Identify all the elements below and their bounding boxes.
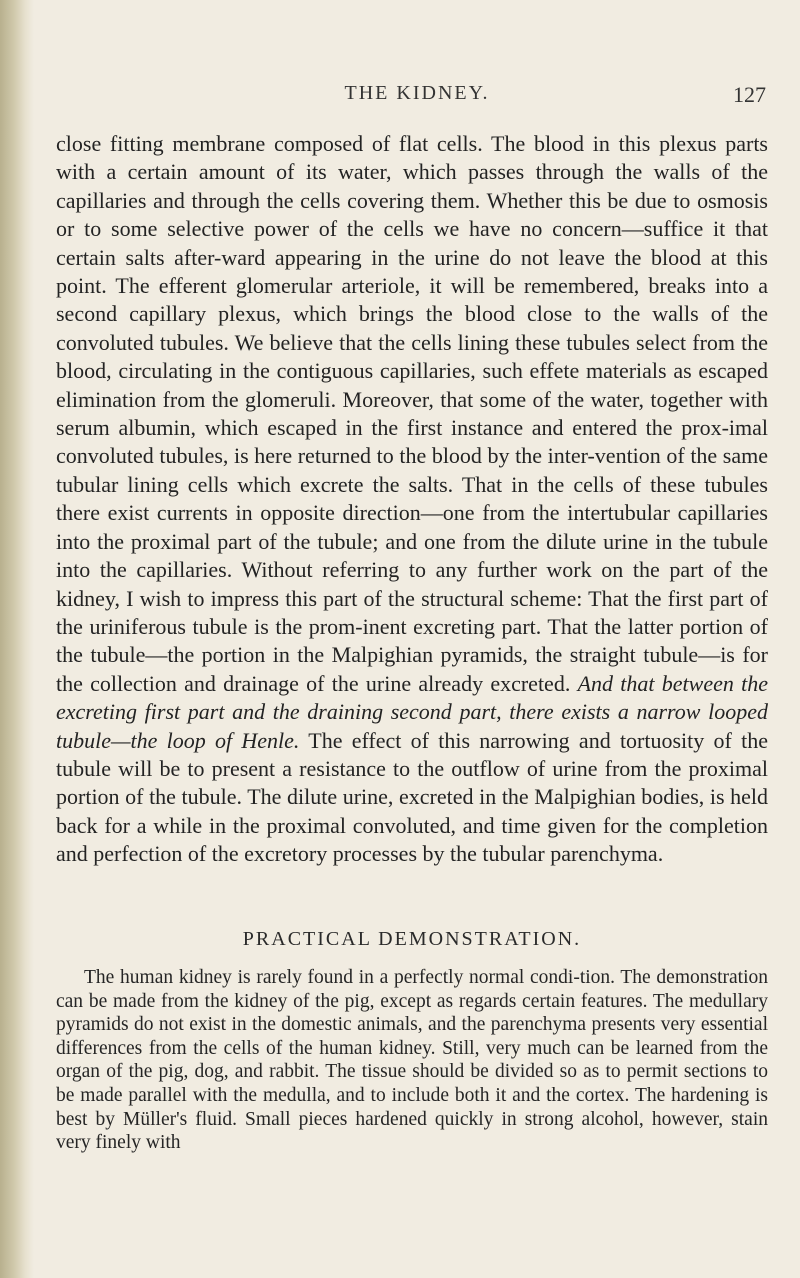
paragraph-part-1: close fitting membrane composed of flat cells. The blood in this plexus parts with a certain amount of its water, which passes through the walls of the capillaries and through the cells covering them. Whether this be due to osmosis or to some selective power of the cells we have no concern—suffice it that certain salts after-ward appearing in the urine do not leave the blood at this point. The efferent glomerular arteriole, it will be remembered, breaks into a second capillary plexus, which brings the blood close to the walls of the convoluted tubules. We believe that the cells lining these tubules select from the blood, circulating in the contiguous capillaries, such effete materials as escaped elimination from the glomeruli. Moreover, that some of the water, together with serum albumin, which escaped in the first instance and entered the prox-imal convoluted tubules, is here returned to the blood by the inter-vention of the same tubular lining cells which excrete the salts. That in the cells of these tubules there exist currents in opposite direction—one from the intertubular capillaries into the proximal part of the tubule; and one from the dilute urine in the tubule into the capillaries. Without referring to any further work on the part of the kidney, I wish to impress this part of the structural scheme: That the first part of the uriniferous tubule is the prom-inent excreting part. That the latter portion of the tubule—the portion in the Malpighian pyramids, the straight tubule—is for the collection and drainage of the urine already excreted. (56, 131, 768, 696)
page-number: 127 (733, 82, 766, 107)
italic-emphasis: And that between the excreting first part and the draining second part, there exists a narrow looped tubule—the loop of Henle. (56, 670, 768, 753)
running-head (56, 82, 778, 112)
section-heading: PRACTICAL DEMONSTRATION. (242, 928, 582, 950)
book-page (56, 0, 778, 1278)
running-title: THE KIDNEY. (344, 82, 490, 104)
demonstration-paragraph (56, 966, 768, 1155)
paragraph-part-2: The effect of this narrowing and tortuosity of the tubule will be to present a resistance to the outflow of urine from the proximal portion of the tubule. The dilute urine, excreted in the Malpighian bodies, is held back for a while in the proximal convoluted, and time given for the completion and perfection of the excretory processes by the tubular parenchyma. (56, 727, 768, 867)
main-paragraph (56, 130, 768, 869)
page-binding-edge (0, 0, 34, 1278)
paragraph-text (56, 130, 768, 869)
demonstration-text: The human kidney is rarely found in a perfectly normal condi-tion. The demonstration can be made from the kidney of the pig, except as regards certain features. The medullary pyramids do not exist in the domestic animals, and the parenchyma presents very essential differences from the cells of the human kidney. Still, very much can be learned from the organ of the pig, dog, and rabbit. The tissue should be divided so as to permit sections to be made parallel with the medulla, and to include both it and the cortex. The hardening is best by Müller's fluid. Small pieces hardened quickly in strong alcohol, however, stain very finely with (56, 967, 768, 1154)
